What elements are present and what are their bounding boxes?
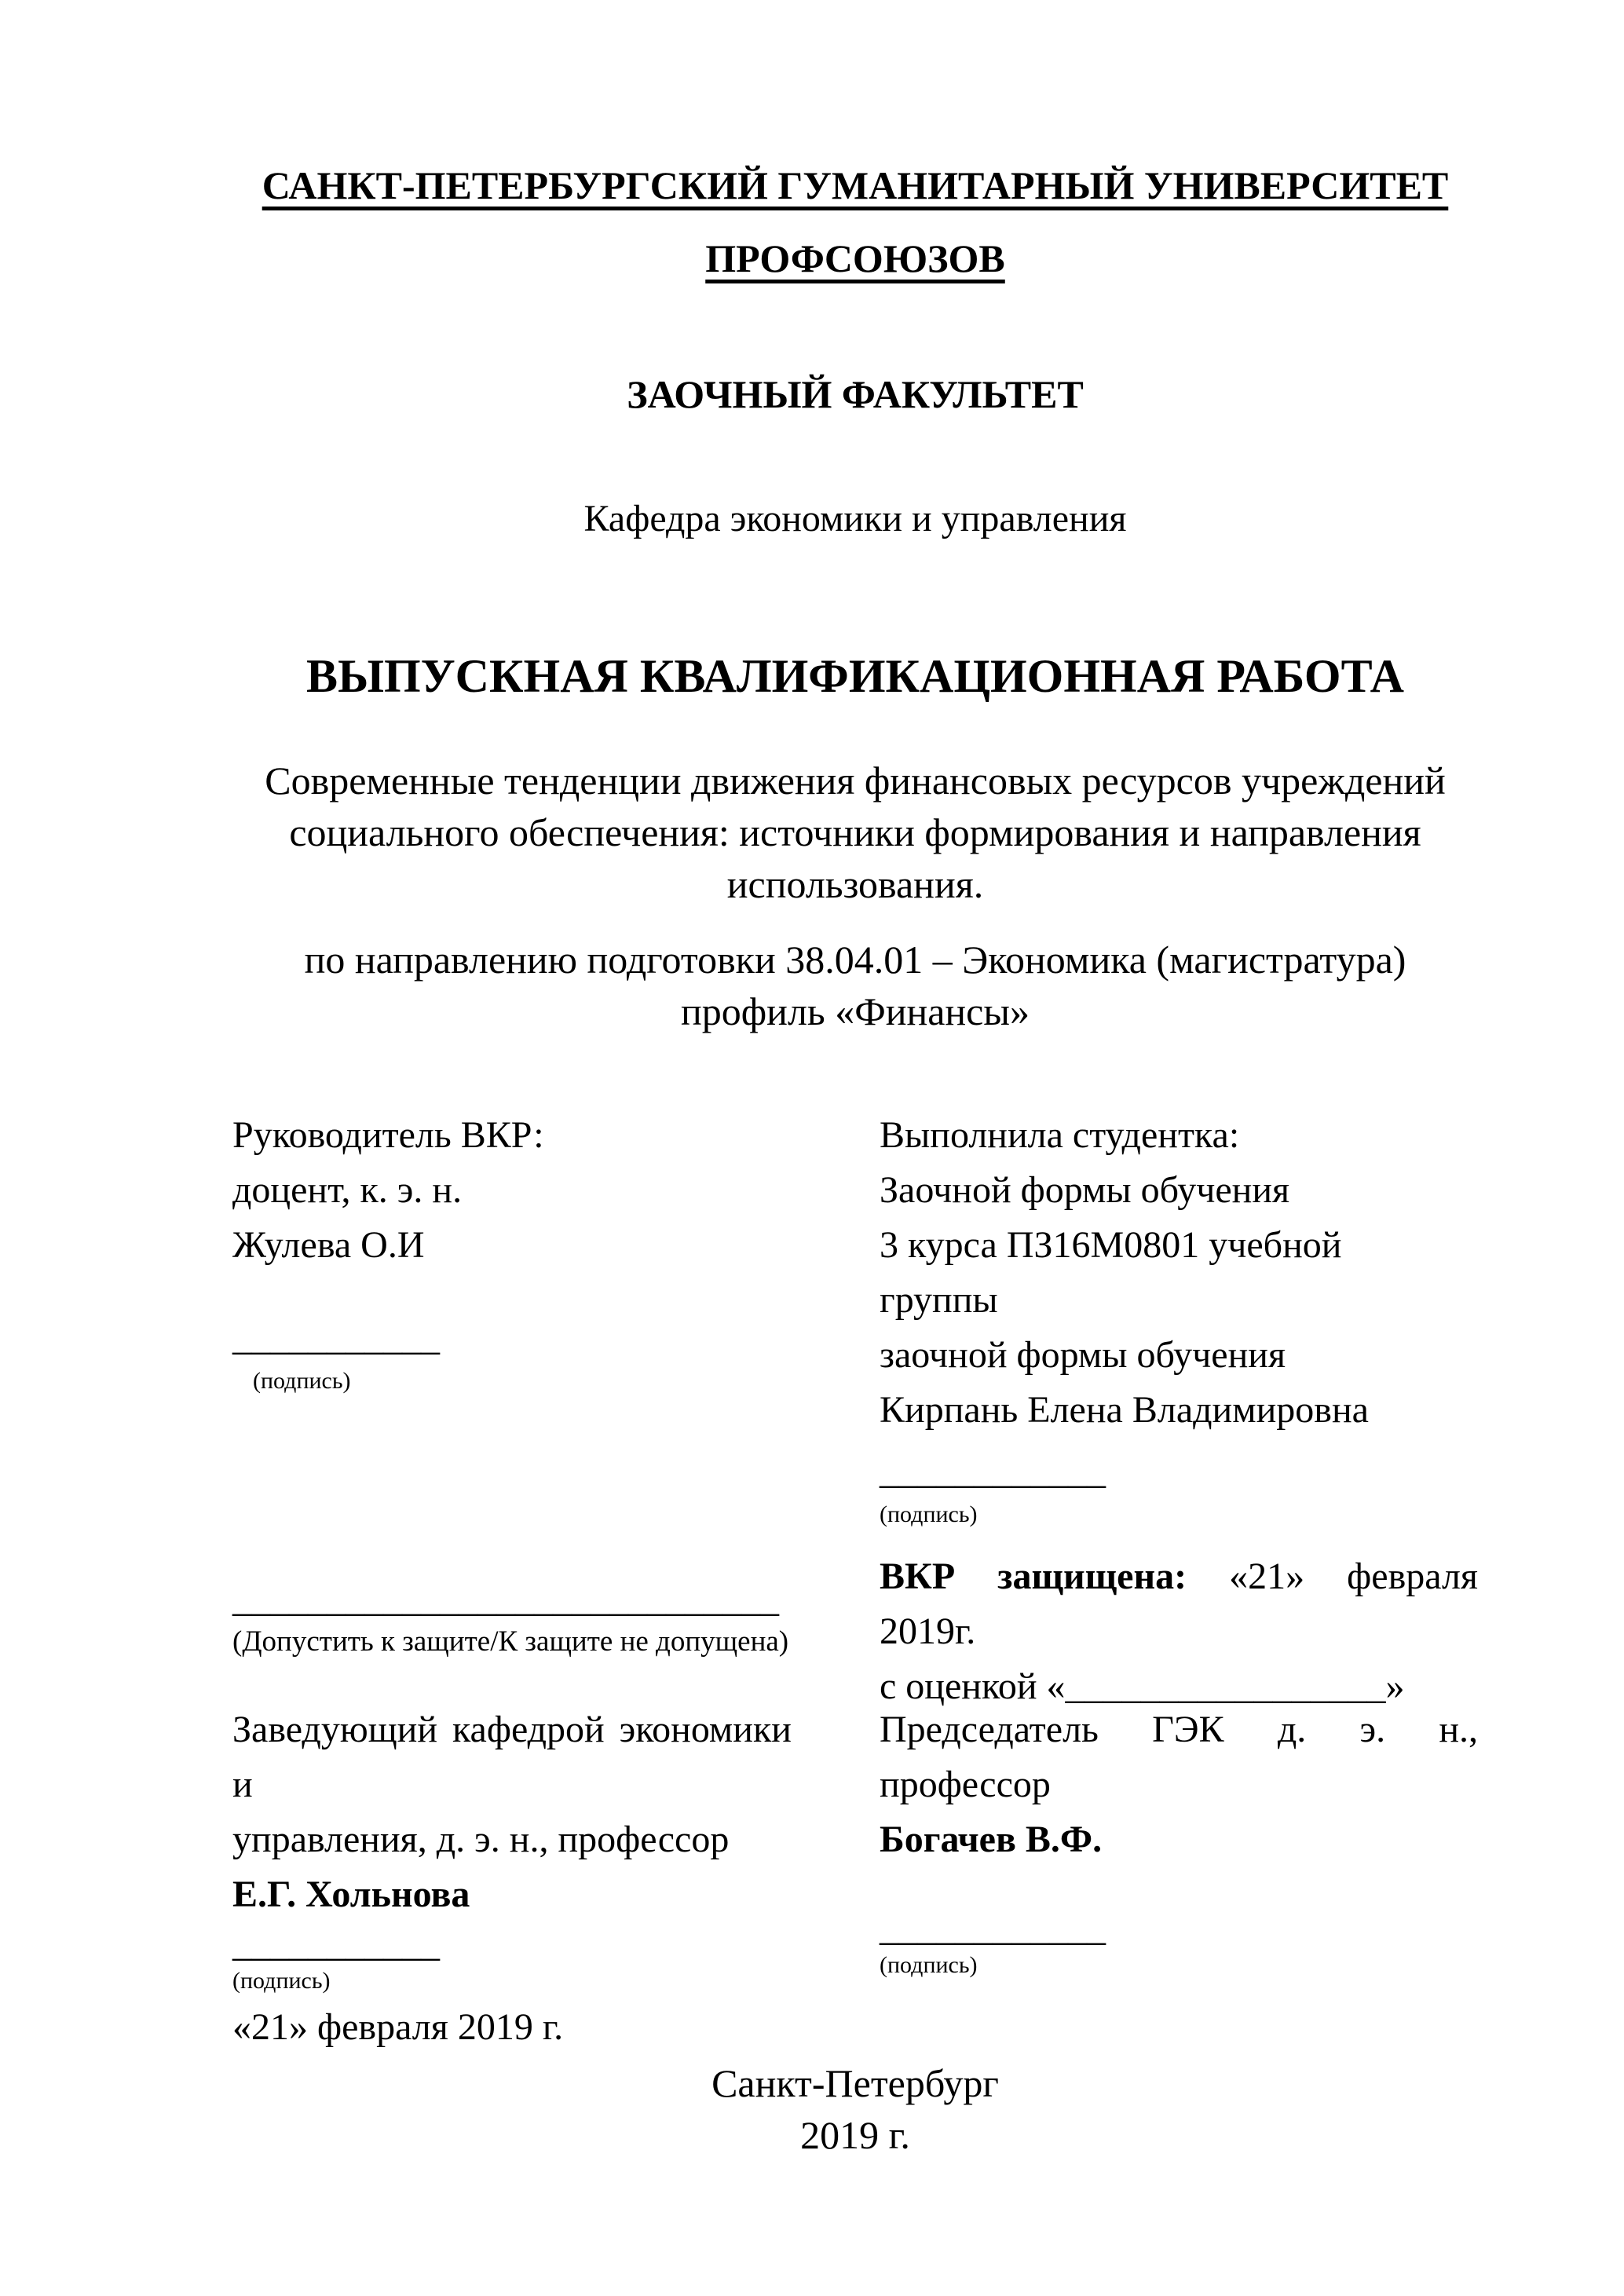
student-column <box>880 1108 1478 1714</box>
defense-defended-date: «21» февраля <box>1229 1556 1478 1598</box>
head-signature-line: ___________ <box>232 1923 440 1965</box>
work-type-heading: ВЫПУСКНАЯ КВАЛИФИКАЦИОННАЯ РАБОТА <box>306 650 1404 703</box>
thesis-title-line2: социального обеспечения: источники формирования и направления <box>289 810 1421 855</box>
footer <box>232 2057 1478 2161</box>
chair-name: Богачев В.Ф. <box>880 1819 1103 1861</box>
thesis-title-line1: Современные тенденции движения финансовых ресурсов учреждений <box>265 759 1446 803</box>
student-name: Кирпань Елена Владимировна <box>880 1389 1369 1431</box>
chair-title-line1: Председатель ГЭК д. э. н., <box>880 1709 1478 1751</box>
program-profile: профиль «Финансы» <box>681 989 1030 1034</box>
signatures-block-bottom <box>232 1702 1478 2049</box>
thesis-title <box>232 755 1478 910</box>
footer-year: 2019 г. <box>800 2113 910 2158</box>
student-line-1: Заочной формы обучения <box>880 1169 1290 1212</box>
department-name: Кафедра экономики и управления <box>583 498 1127 539</box>
admission-label: (Допустить к защите/К защите не допущена) <box>232 1625 789 1658</box>
defense-line2: 2019г. <box>880 1610 976 1653</box>
footer-city: Санкт-Петербург <box>711 2061 999 2106</box>
head-signature-label: (подпись) <box>232 1968 331 1994</box>
head-of-department-column <box>232 1702 792 2053</box>
gek-chair-column <box>880 1702 1478 1981</box>
program-direction: по направлению подготовки 38.04.01 – Экономика (магистратура) <box>304 938 1406 982</box>
defense-block <box>880 1549 1478 1714</box>
supervisor-signature-label: (подпись) <box>253 1368 351 1395</box>
student-line-2: 3 курса ПЗ16М0801 учебной <box>880 1224 1342 1267</box>
student-signature-label: (подпись) <box>880 1501 978 1528</box>
defense-grade-line: с оценкой «_________________» <box>880 1665 1405 1708</box>
chair-title-line2: профессор <box>880 1764 1051 1806</box>
university-name-line2: ПРОФСОЮЗОВ <box>705 236 1005 280</box>
head-name: Е.Г. Хольнова <box>232 1874 470 1916</box>
thesis-title-line3: использования. <box>726 862 984 907</box>
signatures-block-top <box>232 1108 1478 1708</box>
supervisor-signature-line: ___________ <box>232 1317 440 1359</box>
supervisor-role: Руководитель ВКР: <box>232 1114 544 1157</box>
supervisor-column <box>232 1108 792 1661</box>
student-line-3: группы <box>880 1279 998 1322</box>
university-name <box>232 149 1478 294</box>
defense-defended-label: ВКР защищена: <box>880 1556 1187 1598</box>
defense-line1 <box>880 1549 1478 1604</box>
student-heading: Выполнила студентка: <box>880 1114 1240 1157</box>
head-title-line1: Заведующий кафедрой экономики и <box>232 1709 792 1806</box>
university-name-line1: САНКТ-ПЕТЕРБУРГСКИЙ ГУМАНИТАРНЫЙ УНИВЕРСИТЕТ <box>262 163 1449 207</box>
head-title-line2: управления, д. э. н., профессор <box>232 1819 730 1861</box>
supervisor-degree: доцент, к. э. н. <box>232 1169 463 1212</box>
chair-signature-line: ____________ <box>880 1907 1106 1950</box>
supervisor-name: Жулева О.И <box>232 1224 425 1267</box>
student-signature-line: ____________ <box>880 1450 1106 1493</box>
head-date: «21» февраля 2019 г. <box>232 2006 564 2049</box>
admission-line: _____________________________ <box>232 1578 779 1621</box>
faculty-name: ЗАОЧНЫЙ ФАКУЛЬТЕТ <box>627 372 1084 416</box>
program-info <box>232 934 1478 1037</box>
student-line-4: заочной формы обучения <box>880 1334 1286 1377</box>
chair-signature-label: (подпись) <box>880 1952 978 1979</box>
